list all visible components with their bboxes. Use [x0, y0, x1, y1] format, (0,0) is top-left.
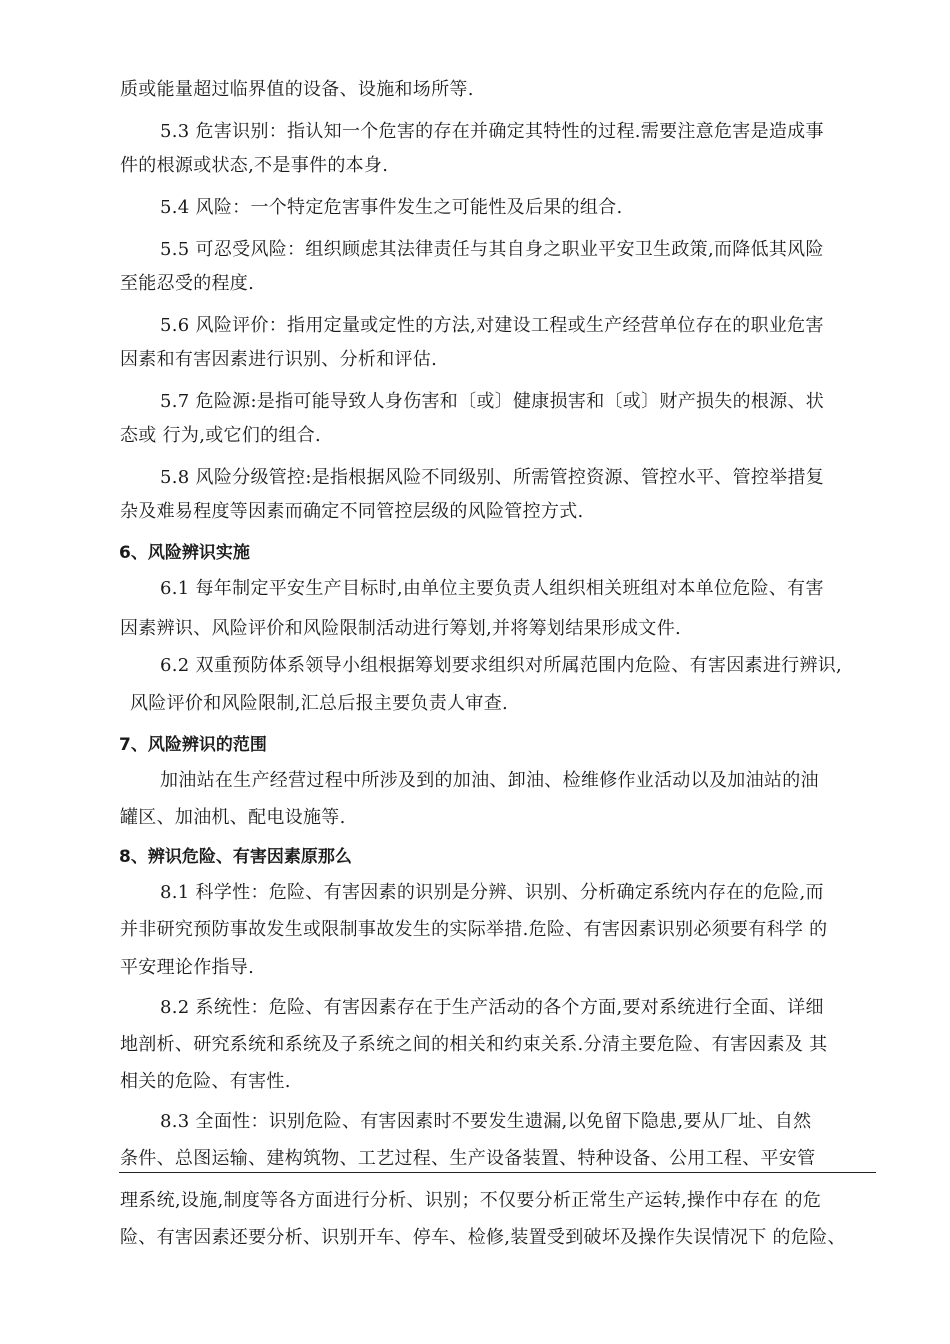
text-line: 8.3 全面性：识别危险、有害因素时不要发生遗漏,以免留下隐患,要从厂址、自然	[160, 1111, 812, 1132]
text-line: 加油站在生产经营过程中所涉及到的加油、卸油、检维修作业活动以及加油站的油	[160, 770, 819, 791]
text-line: 罐区、加油机、配电设施等.	[120, 807, 346, 828]
horizontal-rule	[119, 1172, 876, 1173]
text-line: 5.7 危险源:是指可能导致人身伤害和〔或〕健康损害和〔或〕财产损失的根源、状	[160, 391, 825, 412]
text-line: 6.1 每年制定平安生产目标时,由单位主要负责人组织相关班组对本单位危险、有害	[160, 578, 824, 599]
text-line: 杂及难易程度等因素而确定不同管控层级的风险管控方式.	[120, 501, 584, 522]
text-line: 质或能量超过临界值的设备、设施和场所等.	[120, 79, 474, 100]
text-line: 5.8 风险分级管控:是指根据风险不同级别、所需管控资源、管控水平、管控举措复	[160, 467, 825, 488]
text-line: 至能忍受的程度.	[120, 273, 255, 294]
text-line: 并非研究预防事故发生或限制事故发生的实际举措.危险、有害因素识别必须要有科学 的	[120, 919, 828, 940]
text-line: 5.6 风险评价：指用定量或定性的方法,对建设工程或生产经营单位存在的职业危害	[160, 315, 824, 336]
text-line: 理系统,设施,制度等各方面进行分析、识别；不仅要分析正常生产运转,操作中存在 的危	[120, 1190, 822, 1211]
text-line: 相关的危险、有害性.	[120, 1071, 291, 1092]
text-line: 因素辨识、风险评价和风险限制活动进行筹划,并将筹划结果形成文件.	[120, 618, 682, 639]
text-line: 5.4 风险：一个特定危害事件发生之可能性及后果的组合.	[160, 197, 623, 218]
text-line: 风险评价和风险限制,汇总后报主要负责人审查.	[130, 693, 509, 714]
text-line: 地剖析、研究系统和系统及子系统之间的相关和约束关系.分清主要危险、有害因素及 其	[120, 1034, 828, 1055]
section-heading: 7、风险辨识的范围	[119, 735, 267, 755]
text-line: 8.2 系统性：危险、有害因素存在于生产活动的各个方面,要对系统进行全面、详细	[160, 997, 824, 1018]
text-line: 5.3 危害识别：指认知一个危害的存在并确定其特性的过程.需要注意危害是造成事	[160, 121, 824, 142]
text-line: 平安理论作指导.	[120, 957, 255, 978]
text-line: 态或 行为,或它们的组合.	[120, 425, 322, 446]
text-line: 6.2 双重预防体系领导小组根据筹划要求组织对所属范围内危险、有害因素进行辨识,	[160, 655, 843, 676]
text-line: 条件、总图运输、建构筑物、工艺过程、生产设备装置、特种设备、公用工程、平安管	[120, 1148, 816, 1169]
text-line: 8.1 科学性：危险、有害因素的识别是分辨、识别、分析确定系统内存在的危险,而	[160, 882, 824, 903]
section-heading: 8、辨识危险、有害因素原那么	[119, 847, 352, 867]
text-line: 5.5 可忍受风险：组织顾虑其法律责任与其自身之职业平安卫生政策,而降低其风险	[160, 239, 824, 260]
text-line: 险、有害因素还要分析、识别开车、停车、检修,装置受到破坏及操作失误情况下 的危险、	[120, 1227, 846, 1248]
section-heading: 6、风险辨识实施	[119, 543, 250, 563]
text-line: 件的根源或状态,不是事件的本身.	[120, 155, 389, 176]
text-line: 因素和有害因素进行识别、分析和评估.	[120, 349, 438, 370]
